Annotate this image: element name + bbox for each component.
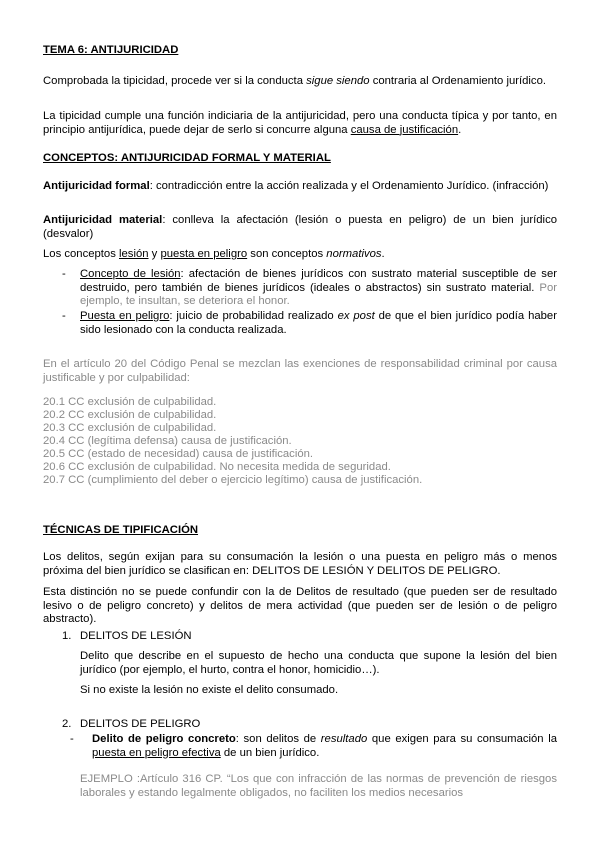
section-heading-tecnicas: TÉCNICAS DE TIPIFICACIÓN bbox=[43, 524, 199, 536]
formal-text: : contradicción entre la acción realizada y el Ordenamiento Jurídico. (infracción) bbox=[149, 180, 549, 192]
bullet-dash: - bbox=[62, 268, 66, 280]
articulo-line: 20.3 CC exclusión de culpabilidad. bbox=[43, 422, 217, 434]
bullet-text: : afectación de bienes jurídicos con sustrato material susceptible de ser destruido, pero también de bienes jurídicos (ideales o abstractos) sin sustrato material. bbox=[80, 268, 557, 294]
bullet-puesta-peligro bbox=[80, 310, 557, 337]
articulo-list bbox=[43, 396, 557, 487]
articulo-20-paragraph: En el artículo 20 del Código Penal se mezclan las exenciones de responsabilidad criminal por causa justificable y por culpabilidad: bbox=[43, 358, 557, 384]
intro-text: Comprobada la tipicidad, procede ver si la conducta bbox=[43, 75, 307, 87]
bullet-text: : juicio de probabilidad realizado bbox=[169, 310, 338, 322]
concreto-text: : son delitos de bbox=[235, 733, 321, 745]
delitos-peligro-title: DELITOS DE PELIGRO bbox=[80, 718, 201, 730]
bullet-example: Por ejemplo, te insultan, se deteriora el honor. bbox=[80, 281, 557, 307]
intro-text: La tipicidad cumple una función indiciaria de la antijuricidad, pero una conducta típica y por tanto, en principio antijurídica, puede dejar de serlo si concurre alguna bbox=[43, 110, 557, 136]
articulo-line: 20.4 CC (legítima defensa) causa de justificación. bbox=[43, 435, 292, 447]
concreto-text: de un bien jurídico. bbox=[220, 746, 320, 759]
list-number: 2. bbox=[62, 718, 72, 730]
text: Los conceptos bbox=[43, 248, 119, 260]
peligro-concreto-definition bbox=[92, 733, 557, 760]
delitos-lesion-note: Si no existe la lesión no existe el delito consumado. bbox=[80, 684, 339, 696]
tecnicas-paragraph-2: Esta distinción no se puede confundir con la de Delitos de resultado (que pueden ser de resultado lesivo o de peligro concreto) y delitos de mera actividad (que pueden ser de lesión o de peligro abstracto). bbox=[43, 586, 557, 625]
articulo-line: 20.7 CC (cumplimiento del deber o ejercicio legítimo) causa de justificación. bbox=[43, 474, 423, 486]
section-heading-conceptos: CONCEPTOS: ANTIJURICIDAD FORMAL Y MATERIAL bbox=[43, 152, 331, 164]
bullet-term: Puesta en peligro bbox=[80, 310, 170, 322]
lesion-term: lesión bbox=[119, 248, 149, 260]
intro-emphasis: sigue siendo bbox=[306, 75, 370, 87]
material-definition bbox=[43, 214, 557, 241]
normativos-paragraph bbox=[43, 248, 557, 262]
intro-text: . bbox=[458, 123, 462, 136]
page-title: TEMA 6: ANTIJURICIDAD bbox=[43, 44, 179, 56]
causa-justificacion-term: causa de justificación bbox=[350, 123, 459, 136]
intro-paragraph-2 bbox=[43, 110, 557, 137]
peligro-term: puesta en peligro bbox=[160, 248, 248, 260]
delitos-lesion-description: Delito que describe en el supuesto de hecho una conducta que supone la lesión del bien jurídico (por ejemplo, el hurto, contra el honor, homicidio…). bbox=[80, 650, 557, 676]
articulo-line: 20.1 CC exclusión de culpabilidad. bbox=[43, 396, 217, 408]
concreto-emphasis: resultado bbox=[320, 733, 368, 745]
material-term: Antijuricidad material bbox=[43, 214, 163, 226]
bullet-dash: - bbox=[62, 310, 66, 322]
concreto-underlined: puesta en peligro efectiva bbox=[92, 746, 221, 759]
bullet-term: Concepto de lesión bbox=[80, 268, 181, 280]
normativos-emphasis: normativos bbox=[326, 248, 382, 260]
articulo-line: 20.5 CC (estado de necesidad) causa de justificación. bbox=[43, 448, 314, 460]
bullet-concepto-lesion bbox=[80, 268, 557, 309]
articulo-line: 20.2 CC exclusión de culpabilidad. bbox=[43, 409, 217, 421]
tecnicas-paragraph-1: Los delitos, según exijan para su consumación la lesión o una puesta en peligro más o menos próxima del bien jurídico se clasifican en: DELITOS DE LESIÓN Y DELITOS DE PELIGRO. bbox=[43, 551, 557, 577]
list-number: 1. bbox=[62, 630, 72, 642]
formal-definition bbox=[43, 180, 557, 194]
delitos-lesion-title: DELITOS DE LESIÓN bbox=[80, 630, 192, 642]
formal-term: Antijuricidad formal bbox=[43, 180, 150, 192]
concreto-term: Delito de peligro concreto bbox=[92, 733, 236, 745]
intro-paragraph-1 bbox=[43, 75, 557, 89]
articulo-line: 20.6 CC exclusión de culpabilidad. No necesita medida de seguridad. bbox=[43, 461, 391, 473]
text: son conceptos bbox=[247, 248, 327, 260]
material-text: : conlleva la afectación (lesión o puesta en peligro) de un bien jurídico (desvalor) bbox=[43, 214, 557, 240]
text: y bbox=[148, 248, 161, 260]
bullet-dash: - bbox=[70, 733, 74, 745]
ejemplo-articulo-316: EJEMPLO :Artículo 316 CP. “Los que con infracción de las normas de prevención de riesgos laborales y estando legalmente obligados, no faciliten los medios necesarios bbox=[80, 773, 557, 799]
concreto-text: que exigen para su consumación la bbox=[367, 733, 557, 745]
bullet-emphasis: ex post bbox=[337, 310, 375, 322]
text: . bbox=[381, 248, 385, 260]
bullet-text: de que el bien jurídico podía haber sido lesionado con la conducta realizada. bbox=[80, 310, 557, 336]
intro-text: contraria al Ordenamiento jurídico. bbox=[369, 75, 547, 87]
